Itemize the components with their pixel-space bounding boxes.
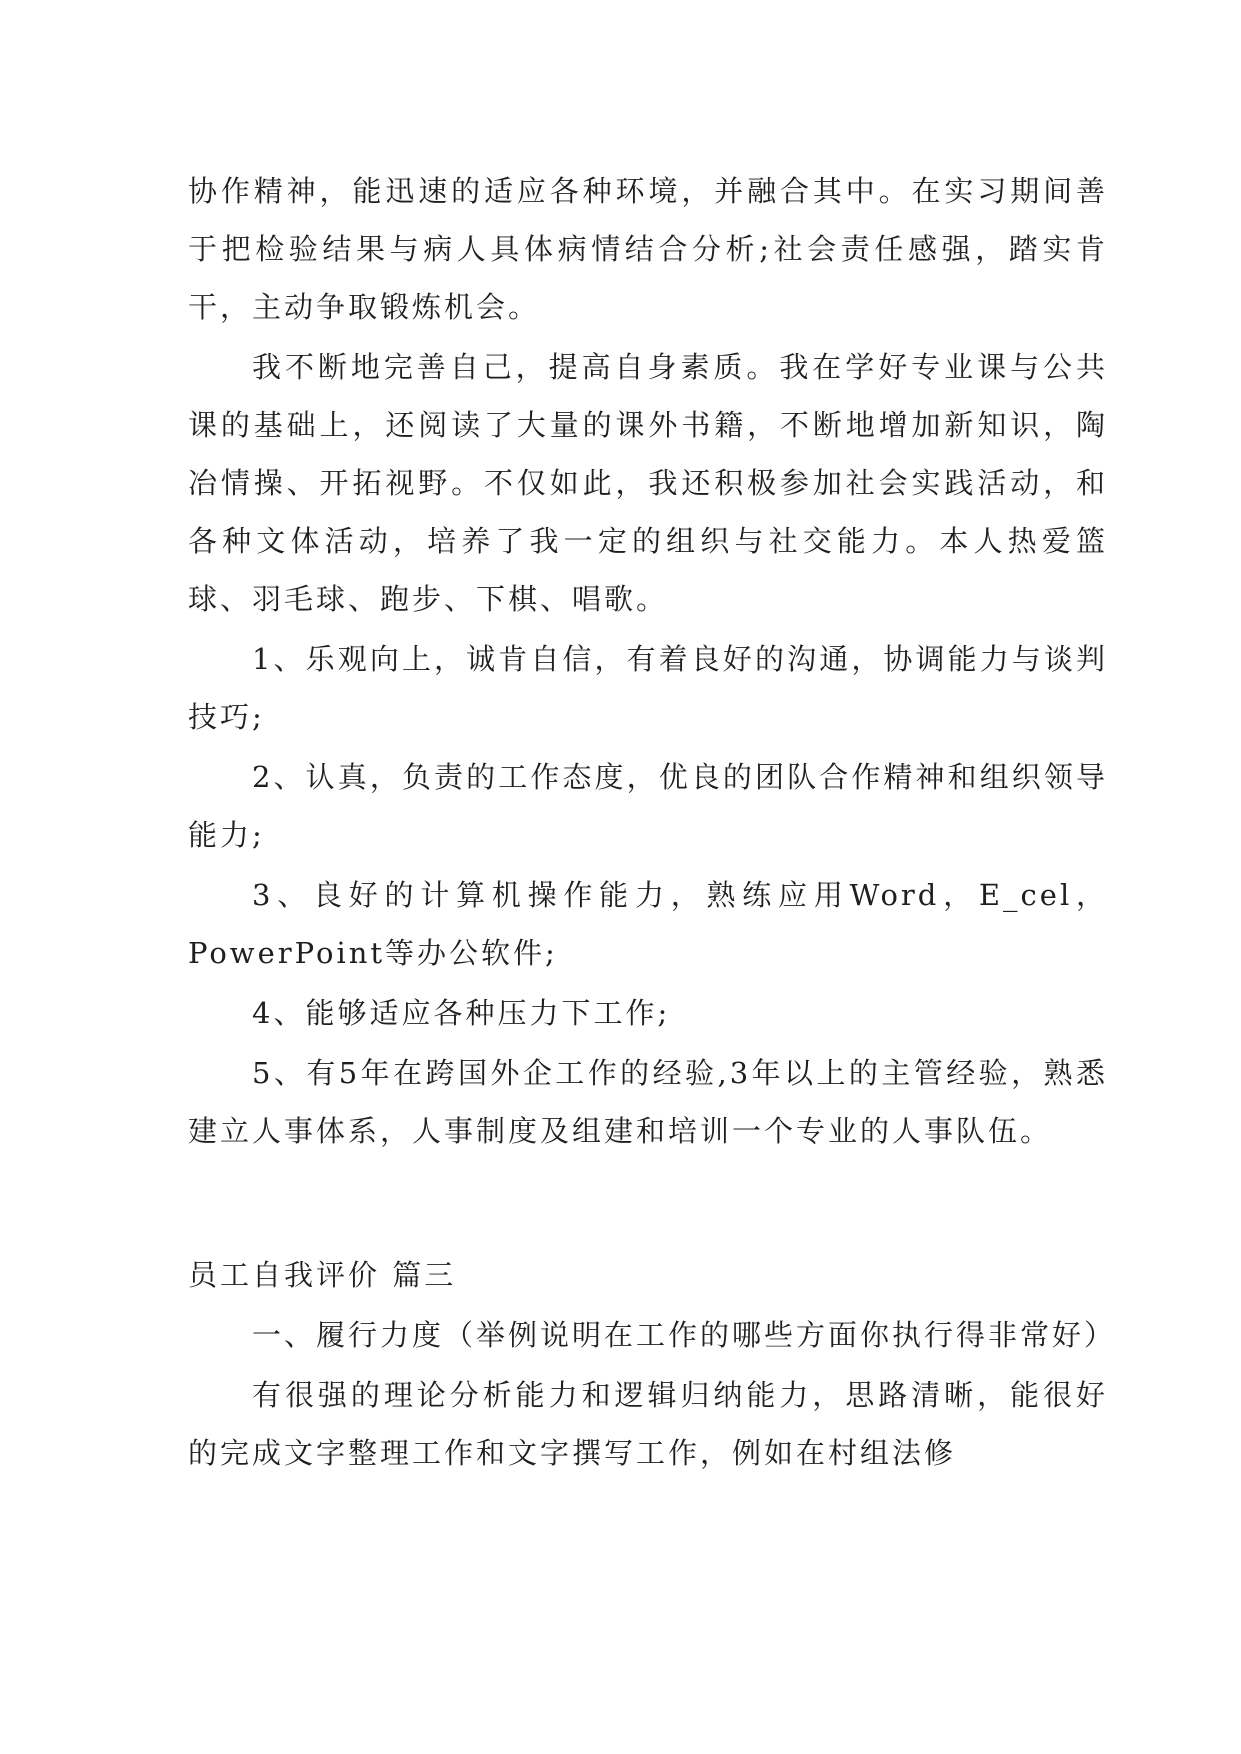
paragraph-2: 我不断地完善自己，提高自身素质。我在学好专业课与公共课的基础上，还阅读了大量的课外书籍，不断地增加新知识，陶冶情操、开拓视野。不仅如此，我还积极参加社会实践活动，和各种文体活动，培养了我一定的组织与社交能力。本人热爱篮球、羽毛球、跑步、下棋、唱歌。 bbox=[188, 350, 1108, 616]
list-item-2: 2、认真，负责的工作态度，优良的团队合作精神和组织领导能力; bbox=[188, 760, 1108, 852]
list-item-1: 1、乐观向上，诚肯自信，有着良好的沟通，协调能力与谈判技巧; bbox=[188, 642, 1108, 734]
document-body bbox=[188, 162, 1117, 1484]
section-paragraph-2: 有很强的理论分析能力和逻辑归纳能力，思路清晰，能很好的完成文字整理工作和文字撰写工作，例如在村组法修 bbox=[188, 1378, 1108, 1470]
list-item-3: 3、良好的计算机操作能力，熟练应用Word，E_cel，PowerPoint等办公软件; bbox=[188, 878, 1108, 970]
section-heading: 员工自我评价 篇三 bbox=[188, 1258, 457, 1292]
list-item-5: 5、有5年在跨国外企工作的经验,3年以上的主管经验，熟悉建立人事体系，人事制度及组建和培训一个专业的人事队伍。 bbox=[188, 1056, 1108, 1148]
list-item-4: 4、能够适应各种压力下工作; bbox=[252, 996, 671, 1030]
paragraph-1: 协作精神，能迅速的适应各种环境，并融合其中。在实习期间善于把检验结果与病人具体病情结合分析;社会责任感强，踏实肯干，主动争取锻炼机会。 bbox=[188, 174, 1108, 324]
section-paragraph-1: 一、履行力度（举例说明在工作的哪些方面你执行得非常好） bbox=[252, 1318, 1117, 1352]
